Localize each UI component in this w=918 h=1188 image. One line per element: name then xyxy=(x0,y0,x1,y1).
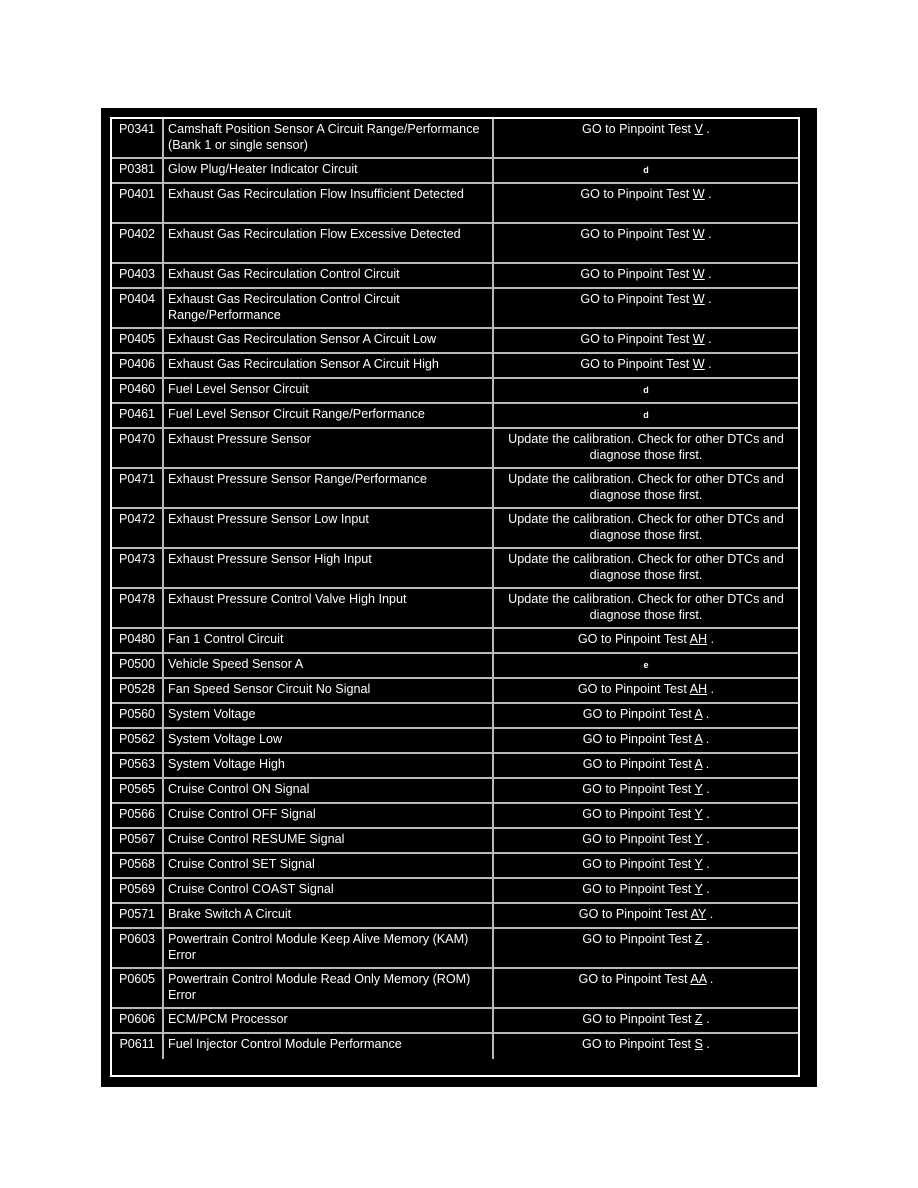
table-row xyxy=(112,289,798,329)
pinpoint-test-link[interactable]: W xyxy=(692,292,705,306)
action-text: GO to Pinpoint Test xyxy=(578,907,691,921)
action-text: Update the calibration. Check for other DTCs and diagnose those first. xyxy=(508,552,784,582)
table-row xyxy=(112,159,798,184)
dtc-code-cell: P0571 xyxy=(112,904,164,929)
dtc-code-cell: P0402 xyxy=(112,224,164,264)
dtc-description-cell: Glow Plug/Heater Indicator Circuit xyxy=(164,159,494,184)
table-row xyxy=(112,754,798,779)
dtc-description-cell: Exhaust Gas Recirculation Sensor A Circuit High xyxy=(164,354,494,379)
dtc-action-cell xyxy=(494,224,798,264)
action-suffix: . xyxy=(702,757,710,771)
table-row xyxy=(112,729,798,754)
dtc-code-cell: P0461 xyxy=(112,404,164,429)
action-suffix: . xyxy=(707,682,715,696)
dtc-action-cell xyxy=(494,629,798,654)
dtc-description-cell: Exhaust Gas Recirculation Flow Excessive Detected xyxy=(164,224,494,264)
dtc-action-cell xyxy=(494,379,798,404)
action-text: GO to Pinpoint Test xyxy=(577,682,690,696)
action-text: GO to Pinpoint Test xyxy=(582,757,695,771)
dtc-action-cell xyxy=(494,184,798,224)
action-suffix: . xyxy=(702,932,710,946)
table-row xyxy=(112,379,798,404)
pinpoint-test-link[interactable]: A xyxy=(694,732,703,746)
dtc-action-cell xyxy=(494,929,798,969)
dtc-description-cell: Camshaft Position Sensor A Circuit Range/Performance (Bank 1 or single sensor) xyxy=(164,119,494,159)
dtc-action-cell xyxy=(494,654,798,679)
action-suffix: . xyxy=(702,782,710,796)
dtc-action-cell xyxy=(494,1009,798,1034)
pinpoint-test-link[interactable]: AH xyxy=(689,632,708,646)
dtc-code-cell: P0566 xyxy=(112,804,164,829)
dtc-action-cell xyxy=(494,264,798,289)
table-row xyxy=(112,969,798,1009)
action-text: Update the calibration. Check for other DTCs and diagnose those first. xyxy=(508,512,784,542)
dtc-action-cell xyxy=(494,829,798,854)
dtc-description-cell: Exhaust Gas Recirculation Sensor A Circuit Low xyxy=(164,329,494,354)
dtc-code-cell: P0473 xyxy=(112,549,164,589)
pinpoint-test-link[interactable]: S xyxy=(694,1037,703,1051)
dtc-action-cell xyxy=(494,589,798,629)
dtc-code-cell: P0403 xyxy=(112,264,164,289)
pinpoint-test-link[interactable]: W xyxy=(692,332,705,346)
table-row xyxy=(112,829,798,854)
table-row xyxy=(112,429,798,469)
pinpoint-test-link[interactable]: AA xyxy=(690,972,707,986)
dtc-action-cell xyxy=(494,289,798,329)
dtc-code-cell: P0500 xyxy=(112,654,164,679)
dtc-code-cell: P0471 xyxy=(112,469,164,509)
action-suffix: . xyxy=(706,972,714,986)
dtc-description-cell: Exhaust Pressure Sensor High Input xyxy=(164,549,494,589)
pinpoint-test-link[interactable]: A xyxy=(694,707,703,721)
action-text: Update the calibration. Check for other DTCs and diagnose those first. xyxy=(508,592,784,622)
dtc-description-cell: ECM/PCM Processor xyxy=(164,1009,494,1034)
dtc-action-cell xyxy=(494,804,798,829)
dtc-code-cell: P0569 xyxy=(112,879,164,904)
dtc-description-cell: Fan Speed Sensor Circuit No Signal xyxy=(164,679,494,704)
action-suffix: . xyxy=(704,227,712,241)
dtc-description-cell: Exhaust Gas Recirculation Control Circuit xyxy=(164,264,494,289)
table-row xyxy=(112,509,798,549)
action-text: GO to Pinpoint Test xyxy=(580,227,693,241)
dtc-code-cell: P0563 xyxy=(112,754,164,779)
dtc-action-cell xyxy=(494,854,798,879)
table-row xyxy=(112,1034,798,1059)
pinpoint-test-link[interactable]: V xyxy=(694,122,703,136)
action-text: Update the calibration. Check for other DTCs and diagnose those first. xyxy=(508,432,784,462)
action-suffix: . xyxy=(704,187,712,201)
action-suffix: . xyxy=(702,122,710,136)
dtc-code-cell: P0381 xyxy=(112,159,164,184)
dtc-code-cell: P0341 xyxy=(112,119,164,159)
action-text: GO to Pinpoint Test xyxy=(580,267,693,281)
dtc-description-cell: Cruise Control COAST Signal xyxy=(164,879,494,904)
table-row xyxy=(112,929,798,969)
pinpoint-test-link[interactable]: Y xyxy=(694,882,703,896)
table-row xyxy=(112,904,798,929)
dtc-description-cell: Exhaust Gas Recirculation Control Circuit Range/Performance xyxy=(164,289,494,329)
action-suffix: . xyxy=(702,857,710,871)
action-suffix: . xyxy=(702,832,710,846)
dtc-code-cell: P0470 xyxy=(112,429,164,469)
action-text: GO to Pinpoint Test xyxy=(582,1037,695,1051)
dtc-description-cell: Fuel Level Sensor Circuit Range/Performance xyxy=(164,404,494,429)
footnote-marker: e xyxy=(643,660,649,670)
action-text: GO to Pinpoint Test xyxy=(582,932,695,946)
action-text: GO to Pinpoint Test xyxy=(582,782,695,796)
action-suffix: . xyxy=(704,332,712,346)
table-row xyxy=(112,654,798,679)
action-text: GO to Pinpoint Test xyxy=(582,707,695,721)
dtc-action-cell xyxy=(494,354,798,379)
dtc-action-cell xyxy=(494,509,798,549)
dtc-description-cell: Cruise Control SET Signal xyxy=(164,854,494,879)
table-row xyxy=(112,184,798,224)
dtc-description-cell: Exhaust Gas Recirculation Flow Insufficient Detected xyxy=(164,184,494,224)
table-row xyxy=(112,404,798,429)
dtc-action-cell xyxy=(494,329,798,354)
dtc-description-cell: System Voltage Low xyxy=(164,729,494,754)
pinpoint-test-link[interactable]: Z xyxy=(694,932,703,946)
dtc-description-cell: Cruise Control OFF Signal xyxy=(164,804,494,829)
dtc-action-cell xyxy=(494,729,798,754)
action-text: GO to Pinpoint Test xyxy=(582,807,695,821)
dtc-description-cell: System Voltage High xyxy=(164,754,494,779)
pinpoint-test-link[interactable]: Y xyxy=(694,782,703,796)
dtc-action-cell xyxy=(494,429,798,469)
dtc-action-cell xyxy=(494,1034,798,1059)
dtc-code-cell: P0460 xyxy=(112,379,164,404)
dtc-code-cell: P0562 xyxy=(112,729,164,754)
table-row xyxy=(112,1009,798,1034)
dtc-action-cell xyxy=(494,754,798,779)
table-row xyxy=(112,469,798,509)
dtc-action-cell xyxy=(494,119,798,159)
dtc-code-cell: P0480 xyxy=(112,629,164,654)
dtc-action-cell xyxy=(494,904,798,929)
dtc-code-cell: P0405 xyxy=(112,329,164,354)
action-text: GO to Pinpoint Test xyxy=(582,1012,695,1026)
action-suffix: . xyxy=(704,292,712,306)
dtc-action-cell xyxy=(494,779,798,804)
action-suffix: . xyxy=(707,632,715,646)
dtc-description-cell: Cruise Control RESUME Signal xyxy=(164,829,494,854)
action-suffix: . xyxy=(702,1012,710,1026)
table-row xyxy=(112,704,798,729)
dtc-description-cell: Powertrain Control Module Keep Alive Memory (KAM) Error xyxy=(164,929,494,969)
dtc-description-cell: Brake Switch A Circuit xyxy=(164,904,494,929)
dtc-code-cell: P0401 xyxy=(112,184,164,224)
table-row xyxy=(112,804,798,829)
action-suffix: . xyxy=(702,882,710,896)
dtc-description-cell: Fuel Injector Control Module Performance xyxy=(164,1034,494,1059)
dtc-code-cell: P0565 xyxy=(112,779,164,804)
pinpoint-test-link[interactable]: W xyxy=(692,227,705,241)
pinpoint-test-link[interactable]: AH xyxy=(689,682,708,696)
action-text: GO to Pinpoint Test xyxy=(582,882,695,896)
dtc-action-cell xyxy=(494,404,798,429)
table-row xyxy=(112,354,798,379)
dtc-code-cell: P0478 xyxy=(112,589,164,629)
table-row xyxy=(112,119,798,159)
pinpoint-test-link[interactable]: W xyxy=(692,187,705,201)
dtc-description-cell: Fan 1 Control Circuit xyxy=(164,629,494,654)
action-text: GO to Pinpoint Test xyxy=(582,832,695,846)
pinpoint-test-link[interactable]: Y xyxy=(694,832,703,846)
dtc-table xyxy=(112,119,798,1059)
dtc-description-cell: Exhaust Pressure Control Valve High Input xyxy=(164,589,494,629)
dtc-action-cell xyxy=(494,159,798,184)
table-row xyxy=(112,264,798,289)
dtc-description-cell: Cruise Control ON Signal xyxy=(164,779,494,804)
pinpoint-test-link[interactable]: A xyxy=(694,757,703,771)
action-suffix: . xyxy=(702,732,710,746)
pinpoint-test-link[interactable]: AY xyxy=(690,907,707,921)
dtc-code-cell: P0605 xyxy=(112,969,164,1009)
dtc-code-cell: P0406 xyxy=(112,354,164,379)
dtc-description-cell: Powertrain Control Module Read Only Memory (ROM) Error xyxy=(164,969,494,1009)
footnote-marker: d xyxy=(643,385,649,395)
dtc-description-cell: Vehicle Speed Sensor A xyxy=(164,654,494,679)
dtc-description-cell: Fuel Level Sensor Circuit xyxy=(164,379,494,404)
action-suffix: . xyxy=(702,707,710,721)
footnote-marker: d xyxy=(643,410,649,420)
action-text: GO to Pinpoint Test xyxy=(582,857,695,871)
table-row xyxy=(112,679,798,704)
table-row xyxy=(112,589,798,629)
table-row xyxy=(112,224,798,264)
dtc-code-cell: P0404 xyxy=(112,289,164,329)
action-text: GO to Pinpoint Test xyxy=(578,972,691,986)
action-text: GO to Pinpoint Test xyxy=(580,292,693,306)
action-text: GO to Pinpoint Test xyxy=(582,732,695,746)
table-row xyxy=(112,779,798,804)
pinpoint-test-link[interactable]: Z xyxy=(694,1012,703,1026)
pinpoint-test-link[interactable]: Y xyxy=(694,857,703,871)
action-text: Update the calibration. Check for other DTCs and diagnose those first. xyxy=(508,472,784,502)
dtc-action-cell xyxy=(494,704,798,729)
dtc-code-cell: P0528 xyxy=(112,679,164,704)
pinpoint-test-link[interactable]: Y xyxy=(694,807,703,821)
action-text: GO to Pinpoint Test xyxy=(580,187,693,201)
dtc-code-cell: P0567 xyxy=(112,829,164,854)
dtc-description-cell: Exhaust Pressure Sensor Low Input xyxy=(164,509,494,549)
action-text: GO to Pinpoint Test xyxy=(580,357,693,371)
dtc-code-cell: P0568 xyxy=(112,854,164,879)
table-row xyxy=(112,329,798,354)
dtc-action-cell xyxy=(494,469,798,509)
action-text: GO to Pinpoint Test xyxy=(582,122,695,136)
action-suffix: . xyxy=(706,907,714,921)
dtc-description-cell: Exhaust Pressure Sensor xyxy=(164,429,494,469)
dtc-code-cell: P0603 xyxy=(112,929,164,969)
dtc-code-cell: P0560 xyxy=(112,704,164,729)
dtc-code-cell: P0611 xyxy=(112,1034,164,1059)
action-suffix: . xyxy=(702,807,710,821)
dtc-code-cell: P0472 xyxy=(112,509,164,549)
action-suffix: . xyxy=(704,267,712,281)
dtc-action-cell xyxy=(494,549,798,589)
dtc-action-cell xyxy=(494,969,798,1009)
action-text: GO to Pinpoint Test xyxy=(577,632,690,646)
table-row xyxy=(112,879,798,904)
pinpoint-test-link[interactable]: W xyxy=(692,267,705,281)
dtc-description-cell: Exhaust Pressure Sensor Range/Performance xyxy=(164,469,494,509)
dtc-table-frame xyxy=(110,117,800,1077)
dtc-description-cell: System Voltage xyxy=(164,704,494,729)
table-row xyxy=(112,854,798,879)
pinpoint-test-link[interactable]: W xyxy=(692,357,705,371)
table-row xyxy=(112,549,798,589)
dtc-action-cell xyxy=(494,879,798,904)
action-suffix: . xyxy=(702,1037,710,1051)
table-row xyxy=(112,629,798,654)
dtc-action-cell xyxy=(494,679,798,704)
action-suffix: . xyxy=(704,357,712,371)
dtc-table-body xyxy=(112,119,798,1059)
action-text: GO to Pinpoint Test xyxy=(580,332,693,346)
dtc-code-cell: P0606 xyxy=(112,1009,164,1034)
footnote-marker: d xyxy=(643,165,649,175)
